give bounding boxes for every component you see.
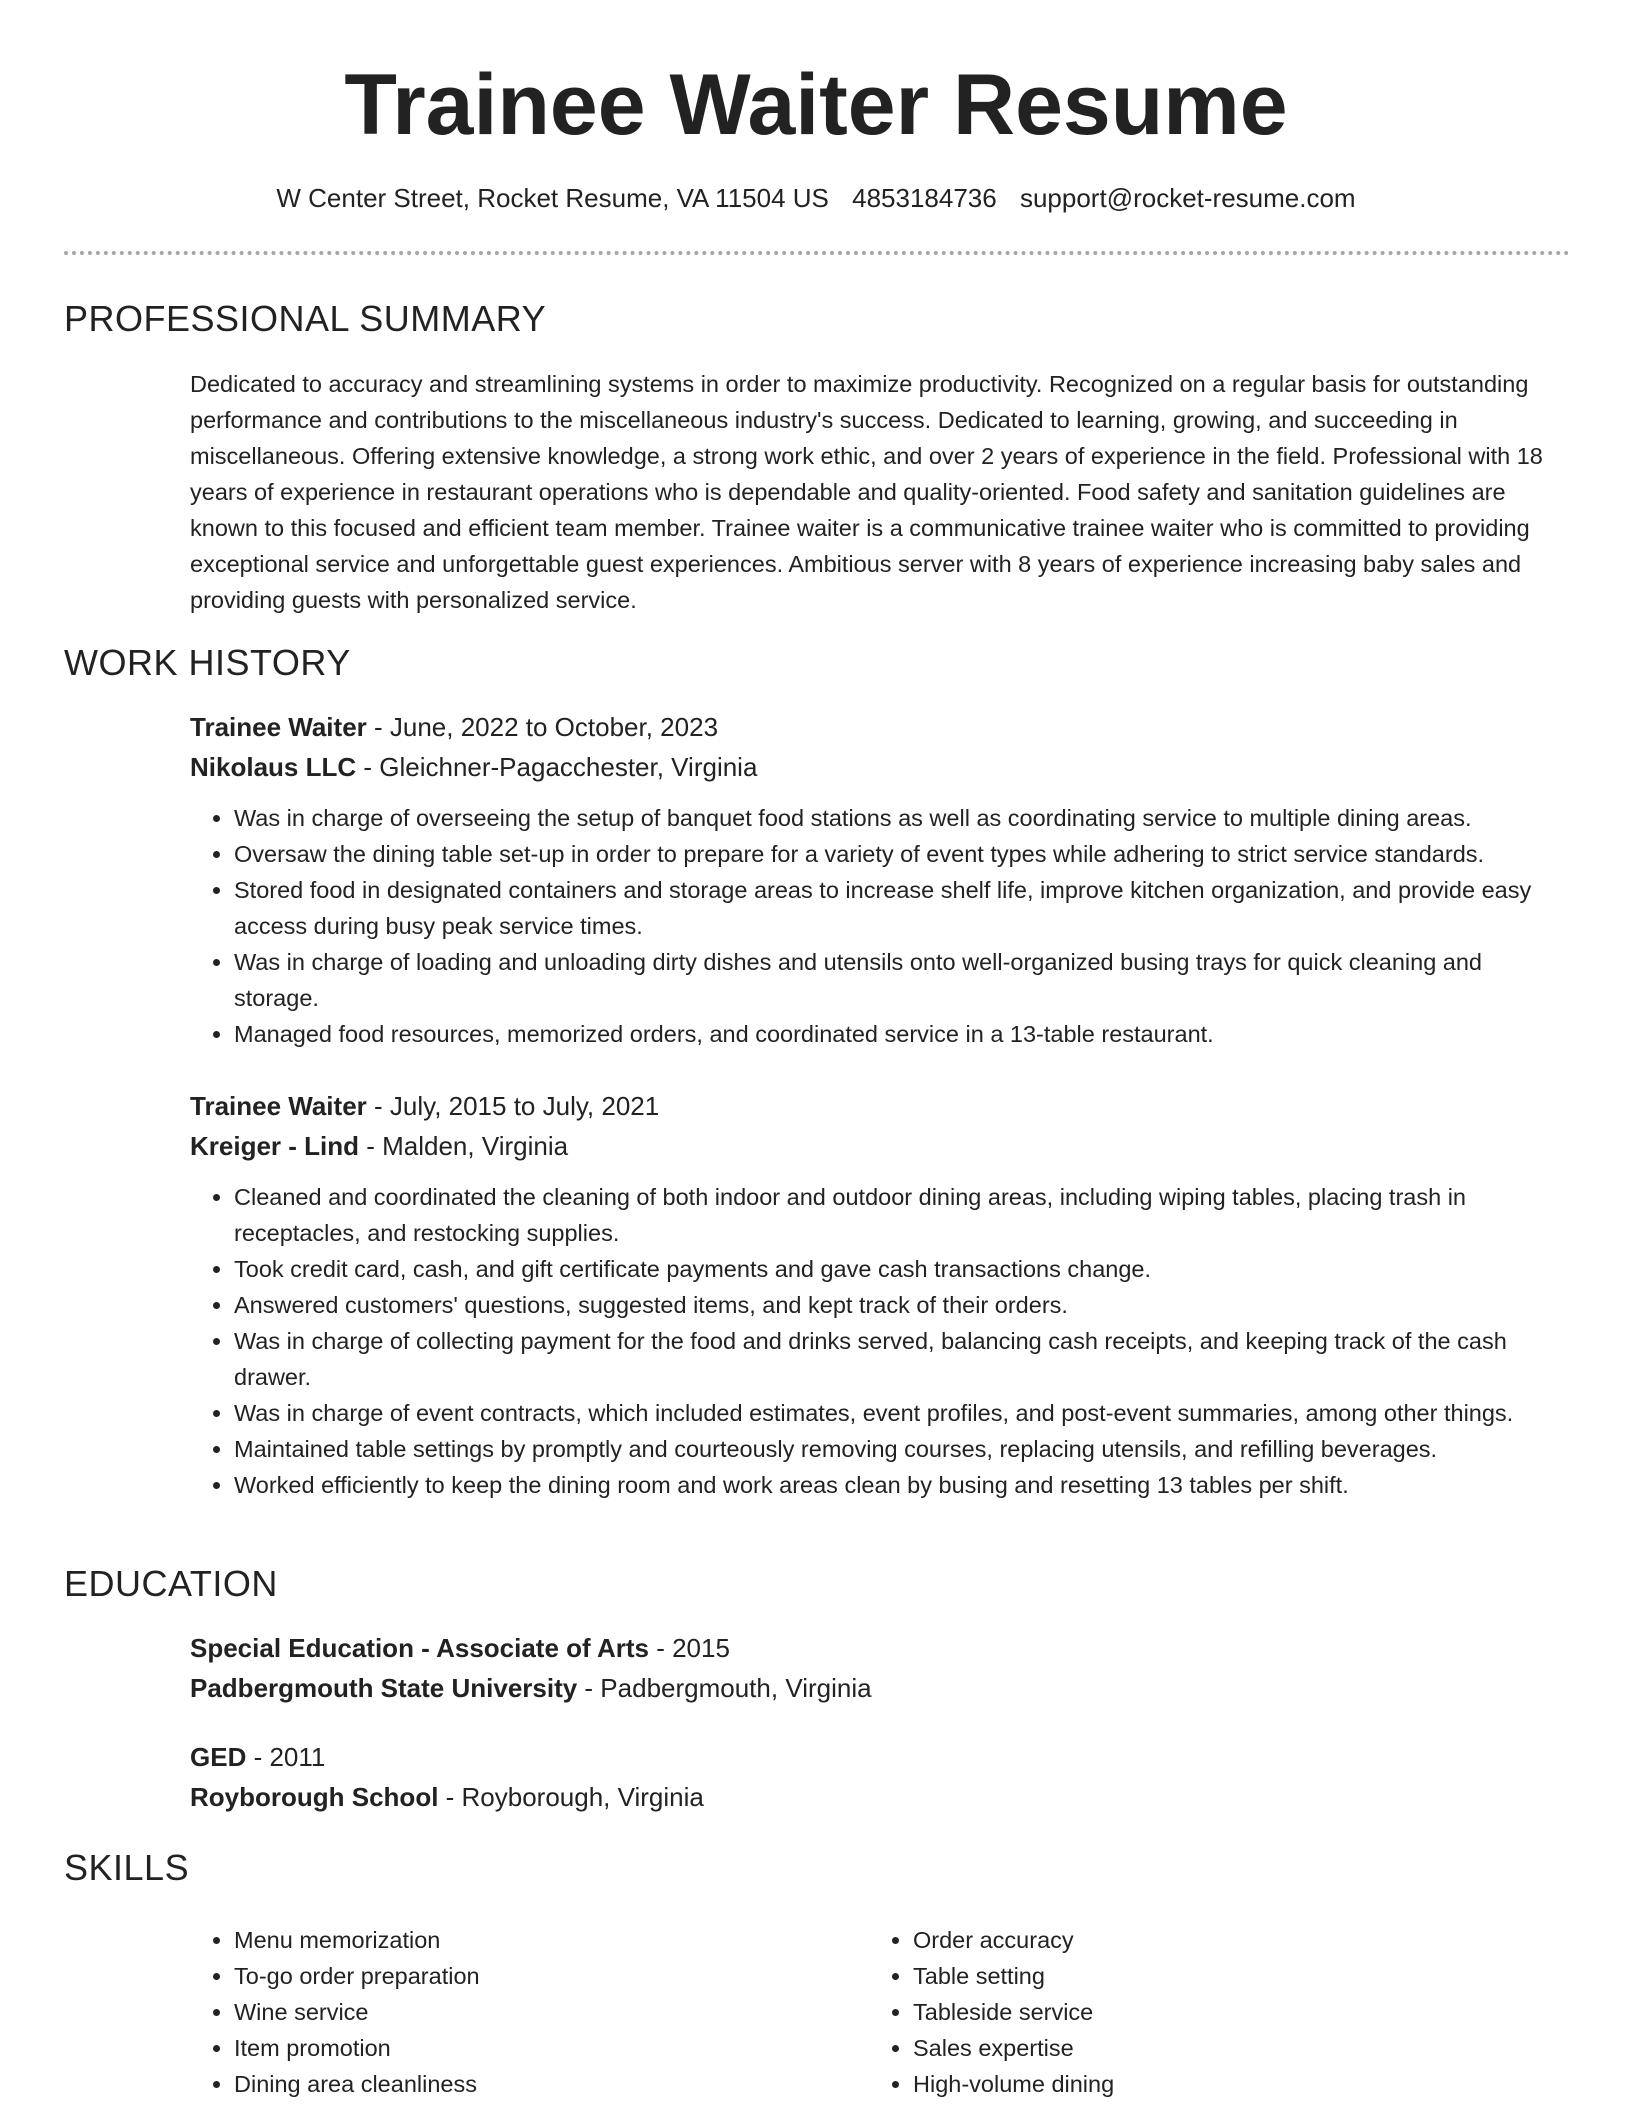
job-dates: - June, 2022 to October, 2023 [366, 712, 719, 742]
list-item: • Cleaned and coordinated the cleaning of both indoor and outdoor dining areas, including wiping tables, placing trash in receptacles, and restocking supplies. [234, 1179, 1570, 1251]
skill-item: • Tableside service [913, 1994, 1114, 2030]
education-location: - Royborough, Virginia [438, 1782, 704, 1812]
list-item: • Maintained table settings by promptly and courteously removing courses, replacing utensils, and refilling beverages. [234, 1431, 1570, 1467]
education-school: Royborough School [190, 1782, 439, 1812]
education-degree-line [190, 1628, 1570, 1668]
job-title-line [190, 707, 1570, 747]
skill-item: • Order accuracy [913, 1922, 1114, 1958]
skills-list-right [869, 1922, 1114, 2102]
list-item: • Worked efficiently to keep the dining room and work areas clean by busing and resetting 13 tables per shift. [234, 1467, 1570, 1503]
list-item: • Answered customers' questions, suggested items, and kept track of their orders. [234, 1287, 1570, 1323]
list-item: • Took credit card, cash, and gift certificate payments and gave cash transactions change. [234, 1251, 1570, 1287]
education-school: Padbergmouth State University [190, 1673, 578, 1703]
list-item: • Stored food in designated containers and storage areas to increase shelf life, improve kitchen organization, and provide easy access during busy peak service times. [234, 872, 1570, 944]
skill-item: • Wine service [234, 1994, 480, 2030]
job-dates: - July, 2015 to July, 2021 [366, 1091, 660, 1121]
education-year: - 2015 [648, 1633, 730, 1663]
summary-text: Dedicated to accuracy and streamlining systems in order to maximize productivity. Recognized on a regular basis for outstanding performance and contributions to the miscellaneous industry's success. Dedicated to learning, growing, and succeeding in miscellaneous. Offering extensive knowledge, a strong work ethic, and over 2 years of experience in the field. Professional with 18 years of experience in restaurant operations who is dependable and quality-oriented. Food safety and sanitation guidelines are known to this focused and efficient team member. Trainee waiter is a communicative trainee waiter who is committed to providing exceptional service and unforgettable guest experiences. Ambitious server with 8 years of experience increasing baby sales and providing guests with personalized service. [190, 371, 1543, 613]
job-title-line [190, 1086, 1570, 1126]
job-location: - Gleichner-Pagacchester, Virginia [356, 752, 758, 782]
resume-title: Trainee Waiter Resume [344, 57, 1288, 153]
education-year: - 2011 [246, 1742, 326, 1772]
skill-item: • High-volume dining [913, 2066, 1114, 2102]
section-heading-skills: SKILLS [64, 1847, 190, 1888]
job-employer-line [190, 1126, 1570, 1166]
job-employer-line [190, 747, 1570, 787]
list-item: • Managed food resources, memorized orders, and coordinated service in a 13-table restaurant. [234, 1016, 1570, 1052]
education-degree-line [190, 1737, 1570, 1777]
education-school-line [190, 1668, 1570, 1708]
job-duties-list [190, 800, 1570, 1052]
section-heading-work-history: WORK HISTORY [64, 642, 351, 683]
skill-item: • To-go order preparation [234, 1958, 480, 1994]
contact-phone: 4853184736 [852, 183, 997, 213]
contact-email: support@rocket-resume.com [1019, 183, 1356, 213]
skill-item: • Menu memorization [234, 1922, 480, 1958]
job-employer: Nikolaus LLC [190, 752, 357, 782]
skill-item: • Dining area cleanliness [234, 2066, 480, 2102]
job-title: Trainee Waiter [190, 712, 367, 742]
education-degree: Special Education - Associate of Arts [190, 1633, 649, 1663]
skill-item: • Item promotion [234, 2030, 480, 2066]
job-duties-list [190, 1179, 1570, 1503]
contact-info [0, 180, 1632, 216]
contact-address: W Center Street, Rocket Resume, VA 11504 US [276, 183, 829, 213]
education-location: - Padbergmouth, Virginia [577, 1673, 872, 1703]
list-item: • Was in charge of event contracts, which included estimates, event profiles, and post-event summaries, among other things. [234, 1395, 1570, 1431]
job-employer: Kreiger - Lind [190, 1131, 360, 1161]
skill-item: • Table setting [913, 1958, 1114, 1994]
list-item: • Was in charge of loading and unloading dirty dishes and utensils onto well-organized busing trays for quick cleaning and storage. [234, 944, 1570, 1016]
job-location: - Malden, Virginia [359, 1131, 569, 1161]
skills-list-left [190, 1922, 480, 2102]
education-degree: GED [190, 1742, 247, 1772]
list-item: • Oversaw the dining table set-up in order to prepare for a variety of event types while adhering to strict service standards. [234, 836, 1570, 872]
section-heading-summary: PROFESSIONAL SUMMARY [64, 298, 547, 339]
education-school-line [190, 1777, 1570, 1817]
list-item: • Was in charge of overseeing the setup of banquet food stations as well as coordinating service to multiple dining areas. [234, 800, 1570, 836]
section-heading-education: EDUCATION [64, 1563, 278, 1604]
header-divider [64, 251, 1570, 255]
list-item: • Was in charge of collecting payment for the food and drinks served, balancing cash receipts, and keeping track of the cash drawer. [234, 1323, 1570, 1395]
job-title: Trainee Waiter [190, 1091, 367, 1121]
skill-item: • Sales expertise [913, 2030, 1114, 2066]
